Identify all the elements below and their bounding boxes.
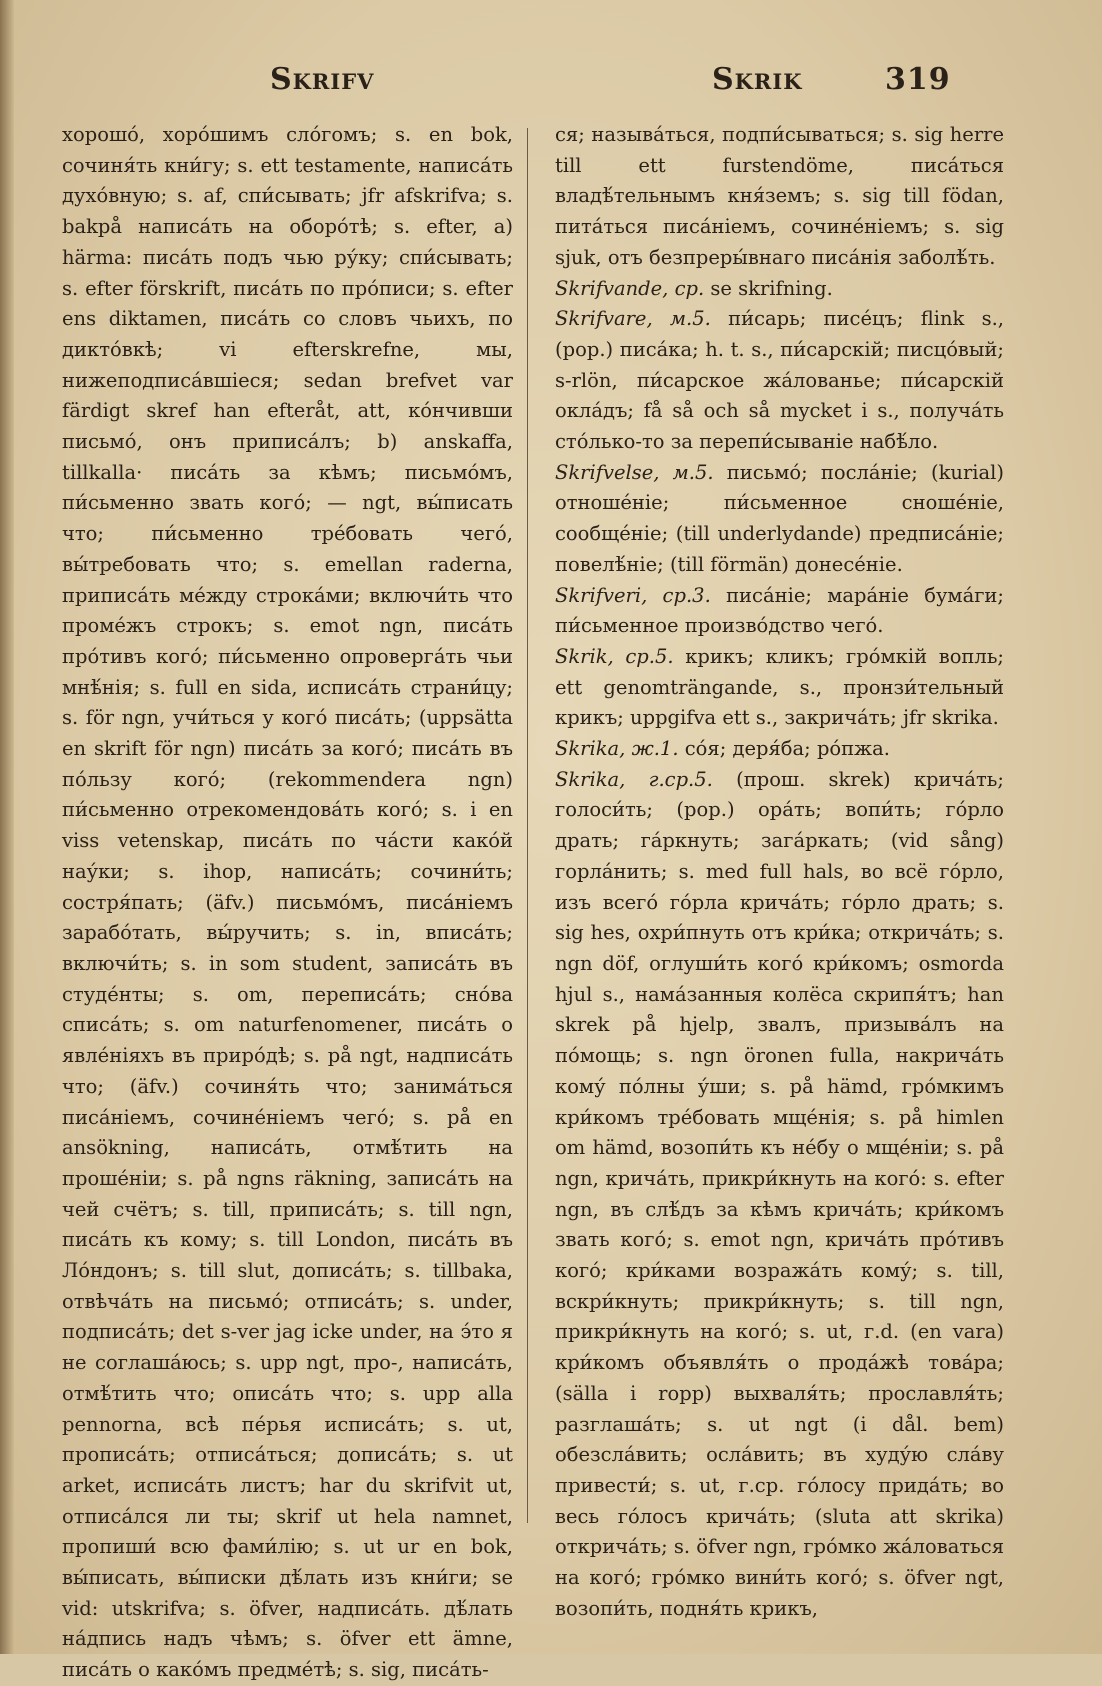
entry-skrifvelse bbox=[555, 458, 1004, 581]
definition: со́я; деря́ба; ро́пжа. bbox=[684, 737, 890, 761]
headword: Skrifveri, ср.3. bbox=[555, 583, 711, 607]
definition: пи́сарь; писе́цъ; flink s., (рор.) писа́ка; h. t. s., пи́сарскiй; писцо́вый; s-rlön, пи́сарское жа́лованье; пи́сарскiй окла́дъ; få så och så mycket i s., получа́ть сто́лько-то за перепи́сыванiе набѣ́ло. bbox=[555, 307, 1004, 454]
left-guide-word: Skrifv bbox=[270, 62, 375, 97]
page-number: 319 bbox=[885, 62, 951, 97]
page-header bbox=[0, 62, 1102, 112]
right-guide-word: Skrik bbox=[712, 62, 803, 97]
left-column bbox=[62, 120, 513, 1682]
entry-skrik bbox=[555, 642, 1004, 734]
right-column bbox=[555, 120, 1005, 1620]
definition: писа́нiе; мара́нiе бума́ги; пи́сьменное произво́дство чего́. bbox=[555, 583, 1004, 638]
headword: Skrik, ср.5. bbox=[555, 644, 674, 668]
entry-skrifveri bbox=[555, 581, 1004, 642]
headword: Skrika, г.ср.5. bbox=[555, 767, 713, 791]
entry-continuation: ся; называ́ться, подпи́сываться; s. sig herre till ett furstendöme, писа́ться владѣ́тельнымъ кня́земъ; s. sig till födan, пита́ться писа́нiемъ, сочине́нiемъ; s. sig sjuk, отъ безпреры́внаго писа́нiя заболѣ́ть. bbox=[555, 123, 1004, 269]
entry-skrifvande bbox=[555, 274, 1004, 305]
entry-skrika-noun bbox=[555, 734, 1004, 765]
headword: Skrifvare, м.5. bbox=[555, 307, 711, 331]
definition: (прош. skrek) крича́ть; голоси́ть; (рор.) ора́ть; вопи́ть; го́рло драть; га́ркнуть; зага́ркать; (vid sång) горла́нить; s. med full hals, во всё го́рло, изъ всего́ го́рла крича́ть; го́рло драть; s. sig hes, охри́пнуть отъ кри́ка; открича́ть; s. ngn döf, оглуши́ть кого́ кри́комъ; osmorda hjul s., нама́занныя колёса скрипя́тъ; han skrek på hjelp, звалъ, призыва́лъ на по́мощь; s. ngn öronen fulla, накрича́ть кому́ по́лны у́ши; s. på hämd, гро́мкимъ кри́комъ тре́бовать мще́нiя; s. på himlen om hämd, возопи́ть къ не́бу о мще́нiи; s. på ngn, крича́ть, прикри́кнуть на кого́: s. efter ngn, въ слѣ́дъ за кѣмъ крича́ть; кри́комъ звать кого́; s. emot ngn, крича́ть про́тивъ кого́; кри́ками возража́ть кому́; s. till, вскри́кнуть; прикри́кнуть; s. till ngn, прикри́кнуть на кого́; s. ut, г.d. (en vara) кри́комъ объявля́ть о прода́жѣ това́ра; (sälla i ropp) выхваля́ть; прославля́ть; разглаша́ть; s. ut ngt (i dål. bem) обезсла́вить; осла́вить; въ худу́ю сла́ву привести́; s. ut, г.ср. го́лосу прида́ть; во весь го́лосъ крича́ть; (sluta att skrika) открича́ть; s. öfver ngn, гро́мко жа́ловаться на кого́; гро́мко вини́ть кого́; s. öfver ngt, возопи́ть, подня́ть крикъ, bbox=[555, 767, 1004, 1620]
entry-skrifvare bbox=[555, 304, 1004, 458]
entry-skrika-verb bbox=[555, 765, 1004, 1625]
definition: письмо́; посла́нiе; (kurial) отноше́нiе; пи́сьменное сноше́нiе, сообще́нiе; (till underlydande) предписа́нiе; повелѣ́нiе; (till förmän) донесе́нiе. bbox=[555, 460, 1004, 576]
headword: Skrifvelse, м.5. bbox=[555, 460, 714, 484]
definition: крикъ; кликъ; гро́мкiй вопль; ett genomträngande, s., пронзи́тельный крикъ; uppgifva ett s., закрича́ть; jfr skrika. bbox=[555, 644, 1005, 730]
definition: se skrifning. bbox=[710, 276, 833, 300]
entry-skrifva-continuation: хорошо́, хоро́шимъ сло́гомъ; s. en bok, сочиня́ть кни́гу; s. ett testamente, написа́ть духо́вную; s. af, спи́сывать; jfr afskrifva; s. bakpå написа́ть на оборо́тѣ; s. efter, a) härma: писа́ть подъ чью ру́ку; спи́сывать; s. efter förskrift, писа́ть по про́писи; s. efter ens diktamen, писа́ть со словъ чьихъ, по дикто́вкѣ; vi efterskrefne, мы, нижеподписа́вшiеся; sedan brefvet var färdigt skref han efteråt, att, ко́нчивши письмо́, онъ приписа́лъ; b) anskaffa, tillkalla· писа́ть за кѣмъ; письмо́мъ, пи́сьменно звать кого́; — ngt, вы́писать что; пи́сьменно тре́бовать чего́, вы́требовать что; s. emellan raderna, приписа́ть ме́жду строка́ми; включи́ть что проме́жъ строкъ; s. emot ngn, писа́ть про́тивъ кого́; пи́сьменно опроверга́ть чьи мнѣ́нiя; s. full en sida, исписа́ть страни́цу; s. för ngn, учи́ться у кого́ писа́ть; (uppsätta en skrift för ngn) писа́ть за кого́; писа́ть въ по́льзу кого́; (rekommendera ngn) пи́сьменно отрекомендова́ть кого́; s. i en viss vetenskap, писа́ть по ча́сти како́й нау́ки; s. ihop, написа́ть; сочини́ть; состря́пать; (äfv.) письмо́мъ, писа́нiемъ зарабо́тать, вы́ручить; s. in, вписа́ть; включи́ть; s. in som student, записа́ть въ студе́нты; s. om, переписа́ть; сно́ва списа́ть; s. om naturfenomener, писа́ть о явле́нiяхъ въ приро́дѣ; s. på ngt, надписа́ть что; (äfv.) сочиня́ть что; занима́ться писа́нiемъ, сочине́нiемъ чего́; s. på en ansökning, написа́ть, отмѣ́тить на проше́нiи; s. på ngns räkning, записа́ть на чей счётъ; s. till, приписа́ть; s. till ngn, писа́ть къ кому; s. till London, писа́ть въ Ло́ндонъ; s. till slut, дописа́ть; s. tillbaka, отвѣча́ть на письмо́; отписа́ть; s. under, подписа́ть; det s-ver jag icke under, на э́то я не соглаша́юсь; s. upp ngt, про-, написа́ть, отмѣ́тить что; описа́ть что; s. upp alla pennorna, всѣ пе́рья исписа́ть; s. ut, прописа́ть; отписа́ться; дописа́ть; s. ut arket, исписа́ть листъ; har du skrifvit ut, отписа́лся ли ты; skrif ut hela namnet, пропиши́ всю фами́лiю; s. ut ur en bok, вы́писать, вы́писки дѣ́лать изъ кни́ги; se vid: utskrifva; s. öfver, надписа́ть. дѣ́лать на́дпись надъ чѣмъ; s. öfver ett ämne, писа́ть о како́мъ предме́тѣ; s. sig, писа́ть- bbox=[62, 123, 513, 1682]
column-divider bbox=[527, 128, 528, 1523]
headword: Skrifvande, ср. bbox=[555, 276, 705, 300]
headword: Skrika, ж.1. bbox=[555, 737, 679, 761]
book-gutter bbox=[0, 0, 14, 1654]
